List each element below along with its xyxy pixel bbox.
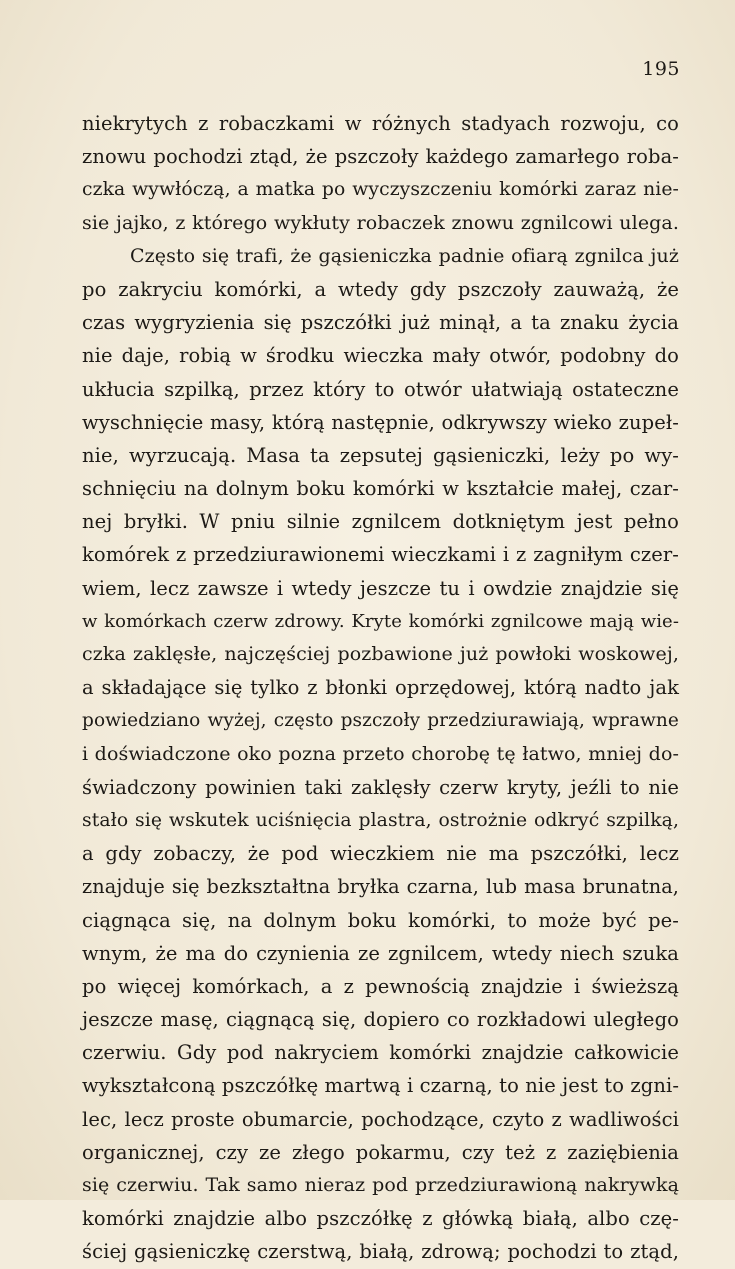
text-line: schnięciu na dolnym boku komórki w kształcie małej, czar- [82,477,679,501]
text-line: sie jajko, z którego wykłuty robaczek znowu zgnilcowi ulega. [82,211,679,234]
text-line: wykształconą pszczółkę martwą i czarną, to nie jest to zgni- [82,1074,680,1098]
text-line: organicznej, czy ze złego pokarmu, czy też z zaziębienia [82,1140,679,1164]
page-number: 195 [642,58,680,80]
text-line: komórek z przedziurawionemi wieczkami i z zagniłym czer- [82,543,679,567]
text-line: znowu pochodzi ztąd, że pszczoły każdego zamarłego roba- [82,145,679,169]
text-line: po więcej komórkach, a z pewnością znajdzie i świeższą [82,974,679,998]
body-text [82,107,679,1269]
text-line: a gdy zobaczy, że pod wieczkiem nie ma pszczółki, lecz [82,842,679,866]
text-line: się czerwiu. Tak samo nieraz pod przedziurawioną nakrywką [82,1174,679,1196]
text-line: wiem, lecz zawsze i wtedy jeszcze tu i owdzie znajdzie się [82,576,679,600]
text-line: niekrytych z robaczkami w różnych stadyach rozwoju, co [82,112,679,135]
text-line: Często się trafi, że gąsieniczka padnie ofiarą zgnilca już [130,244,679,267]
text-line: ściej gąsieniczkę czerstwą, białą, zdrową; pochodzi to ztąd, [82,1240,679,1264]
text-line: komórki znajdzie albo pszczółkę z główką białą, albo czę- [82,1207,679,1231]
text-line: lec, lecz proste obumarcie, pochodzące, czyto z wadliwości [82,1107,679,1131]
text-line: ciągnąca się, na dolnym boku komórki, to może być pe- [82,908,679,932]
text-line: znajduje się bezkształtna bryłka czarna, lub masa brunatna, [82,875,679,899]
text-line: świadczony powinien taki zaklęsły czerw kryty, jeźli to nie [82,775,679,799]
text-line: nie, wyrzucają. Masa ta zepsutej gąsieniczki, leży po wy- [82,443,679,467]
text-line: czka wywłóczą, a matka po wyczyszczeniu komórki zaraz nie- [82,179,679,201]
text-line: jeszcze masę, ciągnącą się, dopiero co rozkładowi uległego [82,1008,679,1032]
text-line: czka zaklęsłe, najczęściej pozbawione już powłoki woskowej, [82,643,679,665]
text-line: czas wygryzienia się pszczółki już minął, a ta znaku życia [82,311,679,335]
text-line: powiedziano wyżej, często pszczoły przedziurawiają, wprawne [82,710,679,732]
text-line: w komórkach czerw zdrowy. Kryte komórki zgnilcowe mają wie- [82,610,679,632]
text-line: czerwiu. Gdy pod nakryciem komórki znajdzie całkowicie [82,1041,679,1065]
text-line: nie daje, robią w środku wieczka mały otwór, podobny do [82,344,679,368]
text-line: a składające się tylko z błonki oprzędowej, którą nadto jak [82,676,679,700]
text-line: stało się wskutek uciśnięcia plastra, ostrożnie odkryć szpilką, [82,809,679,831]
text-line: wyschnięcie masy, którą następnie, odkrywszy wieko zupeł- [82,410,679,434]
text-line: po zakryciu komórki, a wtedy gdy pszczoły zauważą, że [82,277,679,301]
text-line: i doświadczone oko pozna przeto chorobę tę łatwo, mniej do- [82,742,679,765]
text-line: nej bryłki. W pniu silnie zgnilcem dotkniętym jest pełno [82,510,679,534]
text-line: wnym, że ma do czynienia ze zgnilcem, wtedy niech szuka [82,941,679,965]
text-line: ukłucia szpilką, przez który to otwór ułatwiają ostateczne [82,377,679,401]
